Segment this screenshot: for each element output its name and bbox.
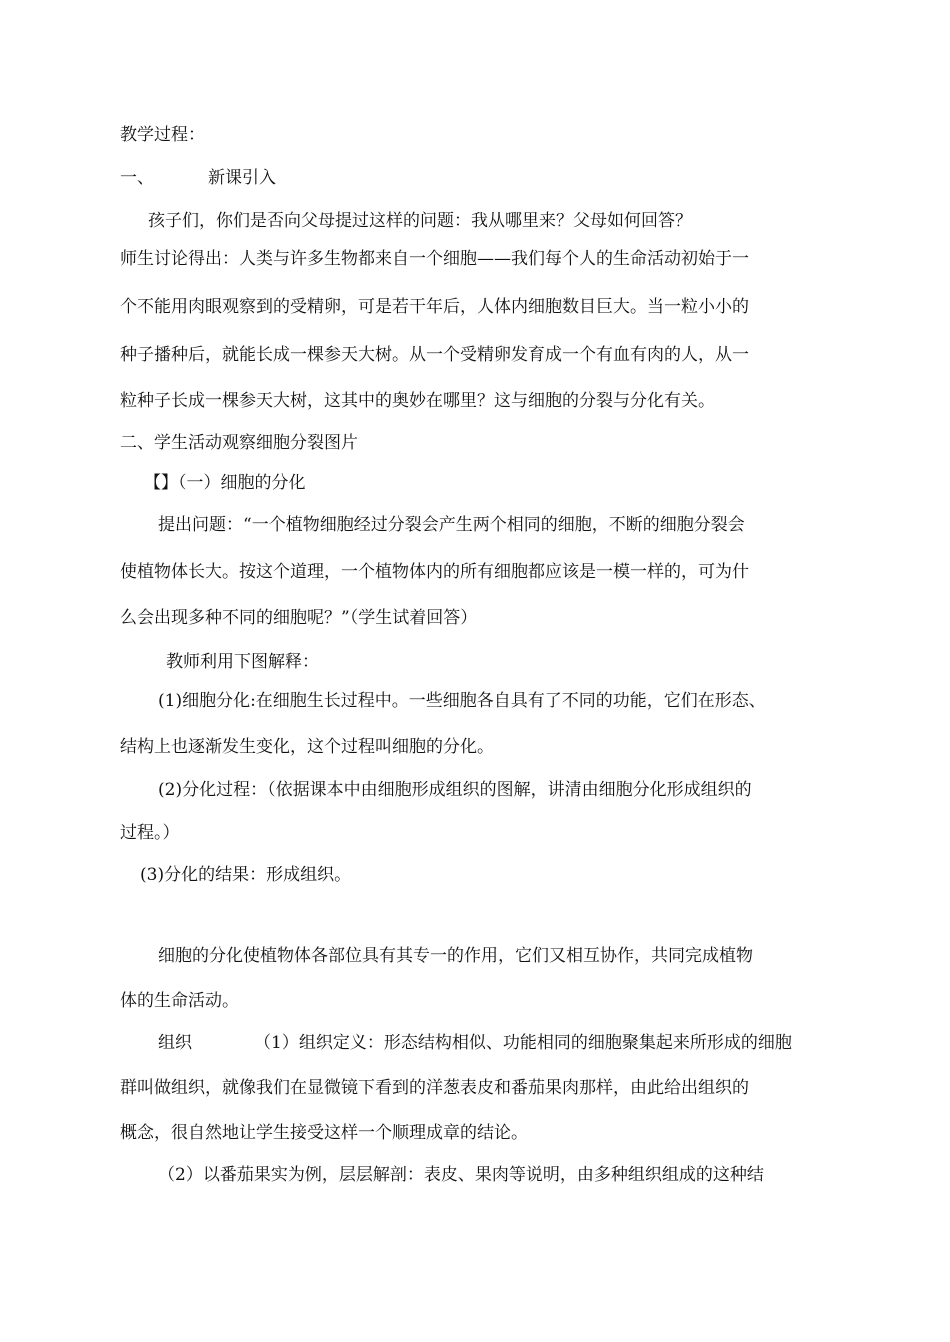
- section-1-heading: [120, 163, 276, 188]
- paragraph-line: 使植物体长大。按这个道理，一个植物体内的所有细胞都应该是一模一样的，可为什: [120, 562, 749, 582]
- paragraph-line: 个不能用肉眼观察到的受精卵，可是若干年后，人体内细胞数目巨大。当一粒小小的: [120, 297, 749, 317]
- paragraph-line: 么会出现多种不同的细胞呢？”（学生试着回答）: [120, 608, 478, 628]
- tissue-label: 组织: [158, 1033, 192, 1053]
- paragraph-line: (1)细胞分化:在细胞生长过程中。一些细胞各自具有了不同的功能，它们在形态、: [158, 691, 766, 711]
- tissue-definition-line: [158, 1028, 792, 1053]
- paragraph-line: 提出问题：“一个植物细胞经过分裂会产生两个相同的细胞，不断的细胞分裂会: [158, 515, 745, 535]
- tissue-definition-text: （1）组织定义：形态结构相似、功能相同的细胞聚集起来所形成的细胞: [254, 1033, 792, 1053]
- paragraph-result: (3)分化的结果：形成组织。: [140, 865, 352, 885]
- section-1-number: 一、: [120, 168, 154, 188]
- paragraph-line: 结构上也逐渐发生变化，这个过程叫细胞的分化。: [120, 737, 494, 757]
- paragraph-line: (2)分化过程：（依据课本中由细胞形成组织的图解，讲清由细胞分化形成组织的: [158, 780, 752, 800]
- section-2-heading: 二、学生活动观察细胞分裂图片: [120, 433, 358, 453]
- paragraph-line: 种子播种后，就能长成一棵参天大树。从一个受精卵发育成一个有血有肉的人，从一: [120, 345, 749, 365]
- subsection-heading: 【】（一）细胞的分化: [144, 473, 306, 493]
- heading: 教学过程：: [120, 125, 205, 145]
- paragraph-line: 概念，很自然地让学生接受这样一个顺理成章的结论。: [120, 1123, 528, 1143]
- paragraph-line: 体的生命活动。: [120, 991, 239, 1011]
- paragraph-line: 过程。）: [120, 823, 180, 843]
- paragraph-line: （2）以番茄果实为例，层层解剖：表皮、果肉等说明，由多种组织组成的这种结: [158, 1165, 764, 1185]
- paragraph-line: 群叫做组织，就像我们在显微镜下看到的洋葱表皮和番茄果肉那样，由此给出组织的: [120, 1078, 749, 1098]
- paragraph-intro-question: 孩子们，你们是否向父母提过这样的问题：我从哪里来？父母如何回答？: [148, 211, 692, 231]
- paragraph-line: 细胞的分化使植物体各部位具有其专一的作用，它们又相互协作，共同完成植物: [158, 946, 753, 966]
- paragraph-line: 师生讨论得出：人类与许多生物都来自一个细胞——我们每个人的生命活动初始于一: [120, 249, 749, 269]
- paragraph-line: 粒种子长成一棵参天大树，这其中的奥妙在哪里？这与细胞的分裂与分化有关。: [120, 391, 715, 411]
- section-1-title: 新课引入: [208, 168, 276, 188]
- paragraph-teacher-explain: 教师利用下图解释：: [166, 652, 319, 672]
